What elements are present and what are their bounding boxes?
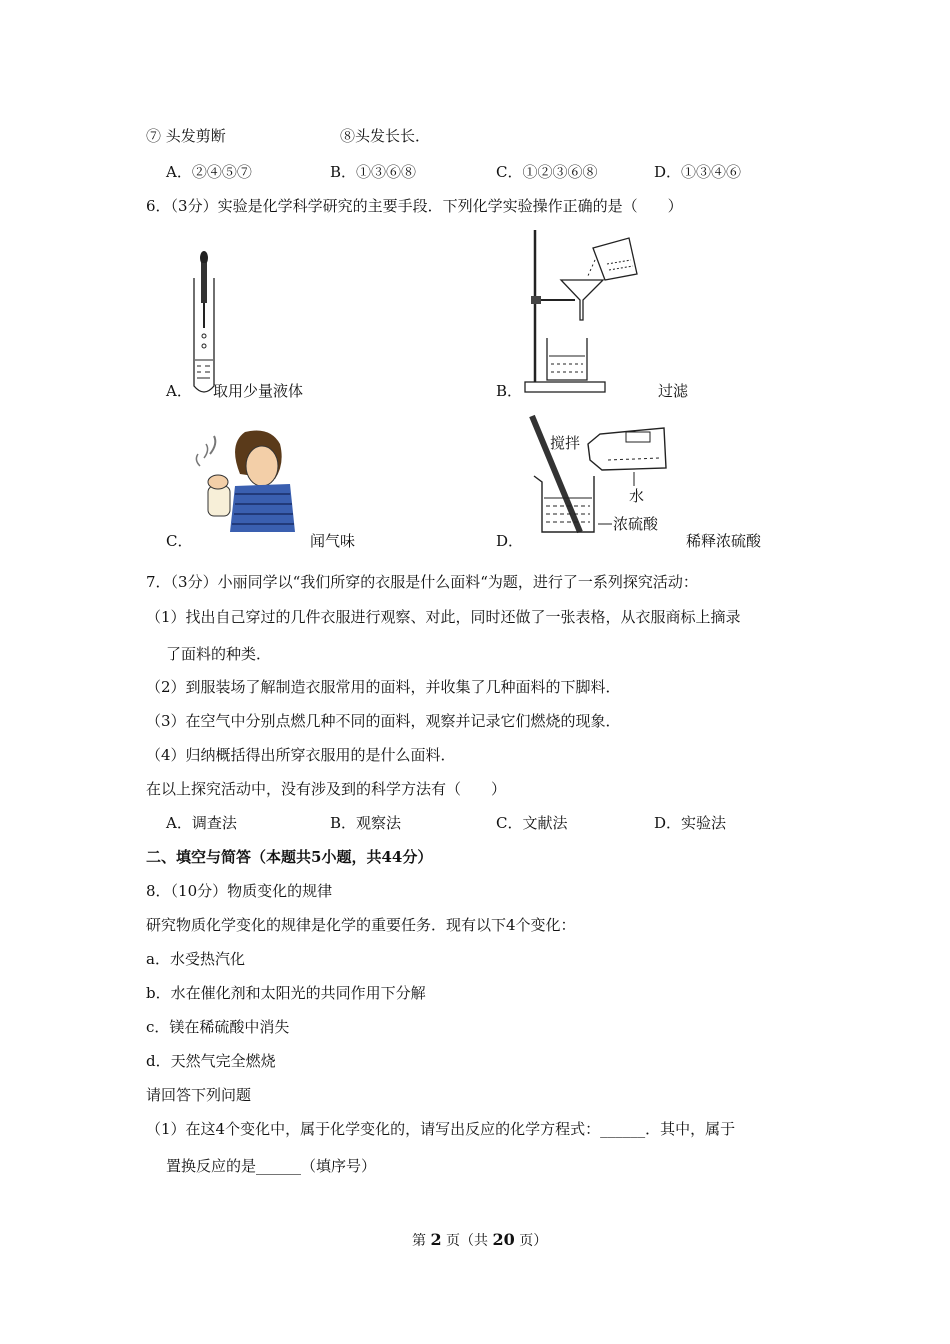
q7-option-c: C．文献法: [496, 814, 568, 832]
q8-change-a: a．水受热汽化: [146, 950, 245, 968]
footer-middle: 页（共: [446, 1233, 489, 1249]
concentrated-acid-label: 浓硫酸: [613, 515, 659, 533]
q8-stem: 8．（10分）物质变化的规律: [146, 882, 333, 900]
q8-part-1b-text: 置换反应的是: [166, 1157, 257, 1175]
q7-step-1b: 了面料的种类．: [166, 645, 272, 663]
q8-part-1-tail: ．其中，属于: [645, 1120, 736, 1138]
total-pages-number: 20: [492, 1230, 515, 1249]
q7-option-b: B．观察法: [330, 814, 402, 832]
q5-option-d: D．①③④⑥: [654, 163, 742, 181]
q8-change-d: d．天然气完全燃烧: [146, 1052, 276, 1070]
water-label: 水: [629, 487, 645, 505]
q6-option-a-letter: A．: [166, 382, 192, 400]
q7-option-d: D．实验法: [654, 814, 727, 832]
q5-option-a: A．②④⑤⑦: [166, 163, 252, 181]
q7-step-1a: （1）找出自己穿过的几件衣服进行观察、对此，同时还做了一张表格，从衣服商标上摘录: [146, 608, 741, 626]
q8-part-1b-tail: （填序号）: [301, 1157, 377, 1175]
q7-option-a: A．调查法: [166, 814, 237, 832]
q7-ask: 在以上探究活动中，没有涉及到的科学方法有（ ）: [146, 780, 507, 798]
q6-option-d-text: 稀释浓硫酸: [686, 532, 762, 550]
q6-option-a-text: 取用少量液体: [213, 382, 304, 400]
boy-smelling-figure: [190, 424, 300, 534]
current-page-number: 2: [430, 1230, 442, 1249]
q6-option-c-text: 闻气味: [310, 532, 356, 550]
q6-option-d-letter: D．: [496, 532, 524, 550]
q7-stem: 7．（3分）小丽同学以“我们所穿的衣服是什么面料“为题，进行了一系列探究活动：: [146, 573, 698, 591]
q6-option-c-letter: C．: [166, 532, 193, 550]
q7-step-4: （4）归纳概括得出所穿衣服用的是什么面料．: [146, 746, 456, 764]
q6-option-b-text: 过滤: [658, 382, 689, 400]
filtration-figure: [525, 230, 645, 400]
section-2-heading: 二、填空与简答（本题共5小题，共44分）: [146, 848, 433, 866]
q5-option-b: B．①③⑥⑧: [330, 163, 417, 181]
page-footer: [412, 1230, 547, 1251]
q8-displacement-blank[interactable]: ______: [256, 1157, 302, 1175]
q8-change-b: b．水在催化剂和太阳光的共同作用下分解: [146, 984, 426, 1002]
q8-part-1-line-1: [146, 1119, 735, 1139]
q6-stem: 6．（3分）实验是化学科学研究的主要手段．下列化学实验操作正确的是（ ）: [146, 197, 683, 215]
q7-step-2: （2）到服装场了解制造衣服常用的面料，并收集了几种面料的下脚料．: [146, 678, 621, 696]
q5-item-8: ⑧头发长长．: [340, 127, 431, 145]
q8-part-1-line-2: [166, 1156, 376, 1176]
q8-ask: 请回答下列问题: [146, 1086, 252, 1104]
footer-prefix: 第: [412, 1233, 426, 1249]
q8-intro: 研究物质化学变化的规律是化学的重要任务．现有以下4个变化：: [146, 916, 576, 934]
q8-change-c: c．镁在稀硫酸中消失: [146, 1018, 290, 1036]
q5-option-c: C．①②③⑥⑧: [496, 163, 598, 181]
footer-suffix: 页）: [519, 1233, 548, 1249]
dropper-test-tube-figure: [190, 248, 220, 398]
q8-part-1-text: （1）在这4个变化中，属于化学变化的，请写出反应的化学方程式：: [146, 1120, 601, 1138]
q6-option-b-letter: B．: [496, 382, 523, 400]
q5-item-7: ⑦ 头发剪断: [146, 127, 226, 145]
q7-step-3: （3）在空气中分别点燃几种不同的面料，观察并记录它们燃烧的现象．: [146, 712, 621, 730]
stir-label: 搅拌: [550, 434, 581, 452]
q8-equation-blank[interactable]: ______: [600, 1120, 646, 1138]
